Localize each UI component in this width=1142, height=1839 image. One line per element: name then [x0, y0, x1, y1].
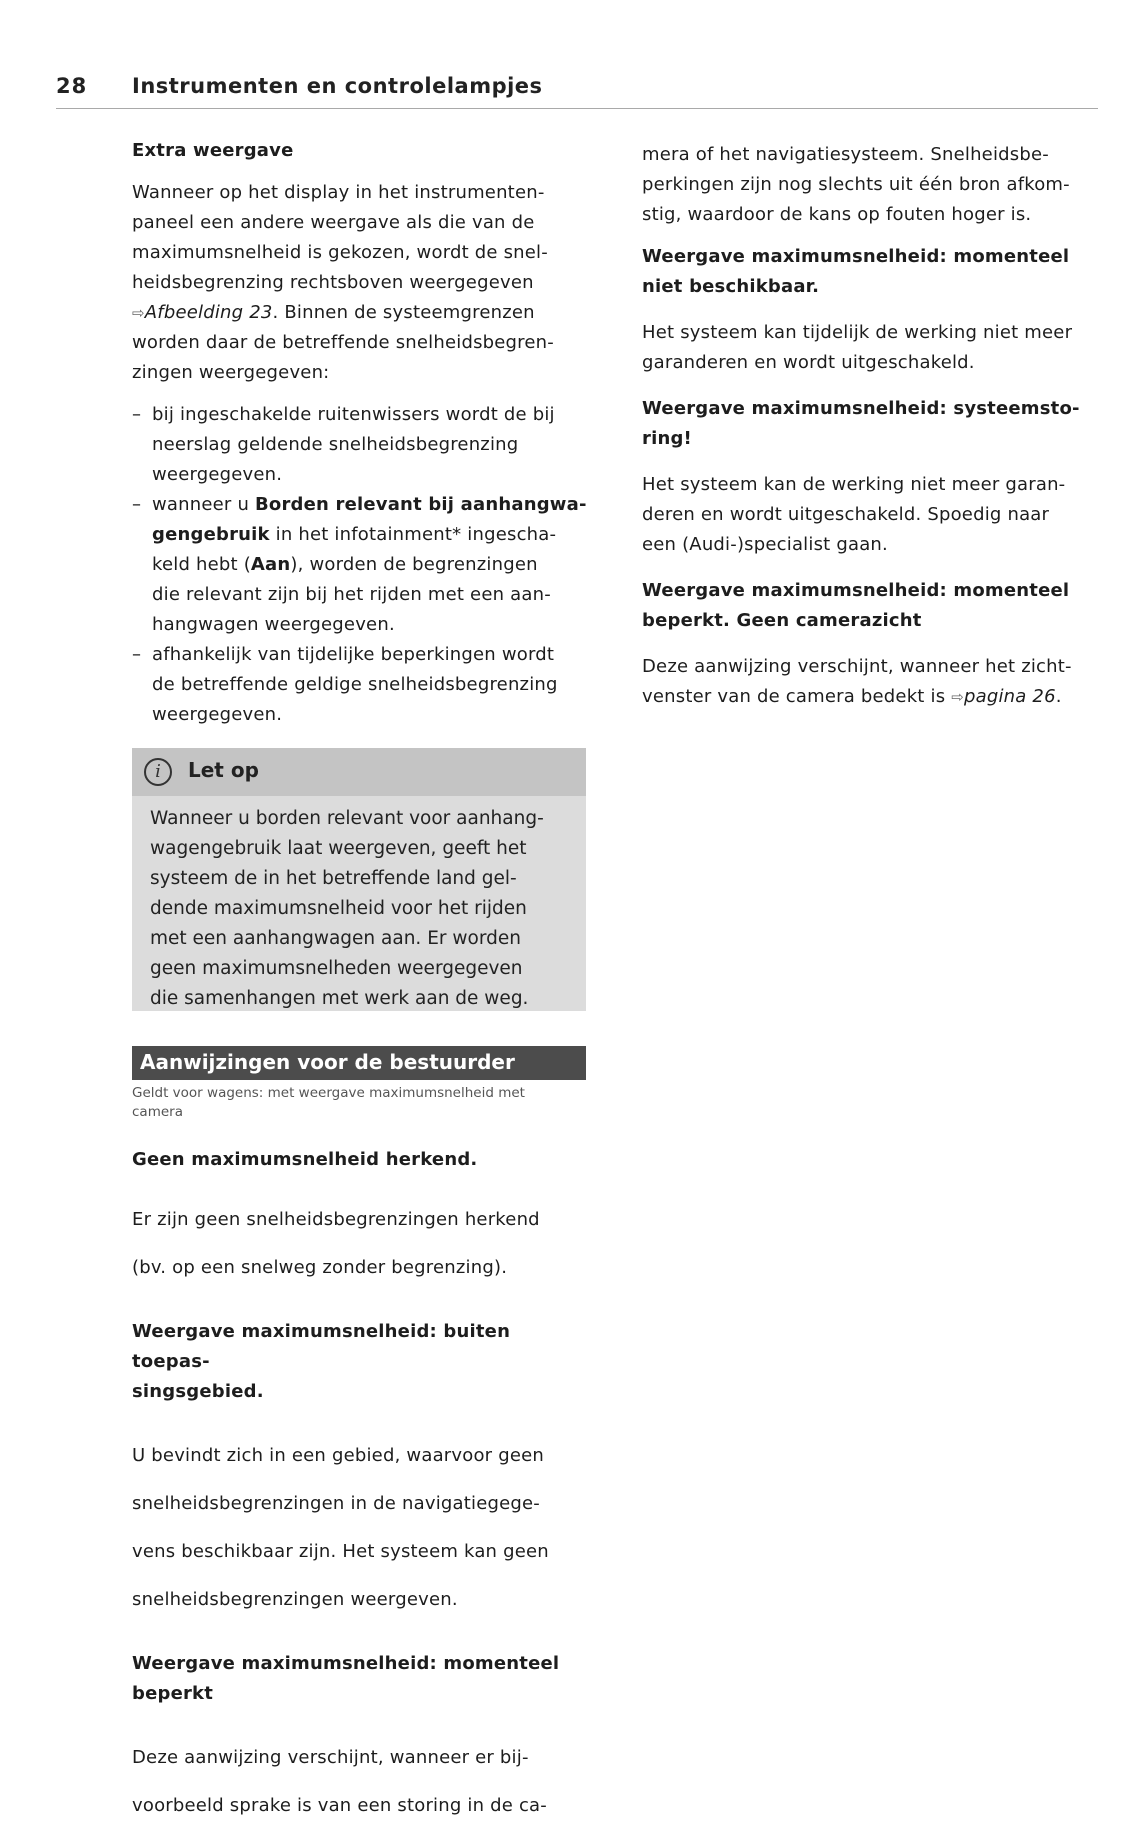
message-heading: Geen maximumsnelheid herkend.: [132, 1149, 478, 1170]
text-line: worden daar de betreffende snelheidsbegren-: [132, 332, 554, 353]
applies-to-note: [132, 1084, 592, 1122]
page-header: [56, 74, 1098, 109]
text-line: camera: [132, 1104, 183, 1120]
text-line: vens beschikbaar zijn. Het systeem kan geen: [132, 1541, 549, 1562]
text-fragment: venster van de camera bedekt is: [642, 686, 952, 707]
text-line: bij ingeschakelde ruitenwissers wordt de bij: [152, 404, 555, 425]
text-line: U bevindt zich in een gebied, waarvoor geen: [132, 1445, 544, 1466]
bullet-dash: –: [132, 404, 142, 425]
text-line: [152, 520, 592, 550]
text-line: met een aanhangwagen aan. Er worden: [150, 928, 521, 949]
message-heading: beperkt: [132, 1683, 214, 1704]
note-body: [150, 804, 570, 1014]
right-column: [642, 140, 1102, 712]
text-fragment: wanneer u: [152, 494, 255, 515]
section-heading-extra-weergave: Extra weergave: [132, 140, 294, 161]
text-line: de betreffende geldige snelheidsbegrenzing: [152, 674, 558, 695]
message-heading: singsgebied.: [132, 1381, 264, 1402]
section-banner: [132, 1046, 586, 1080]
text-line: deren en wordt uitgeschakeld. Spoedig naar: [642, 504, 1050, 525]
text-line: mera of het navigatiesysteem. Snelheidsbe-: [642, 144, 1049, 165]
text-line: die samenhangen met werk aan de weg.: [150, 988, 529, 1009]
text-line: stig, waardoor de kans op fouten hoger is.: [642, 204, 1032, 225]
bullet-list: [132, 400, 592, 730]
text-line: Er zijn geen snelheidsbegrenzingen herkend: [132, 1209, 540, 1230]
text-line: hangwagen weergegeven.: [152, 614, 395, 635]
text-fragment: .: [1055, 686, 1062, 707]
text-line: Wanneer u borden relevant voor aanhang-: [150, 808, 544, 829]
text-line: [152, 490, 592, 520]
text-line: paneel een andere weergave als die van de: [132, 212, 535, 233]
text-line: weergegeven.: [152, 704, 283, 725]
text-line: Deze aanwijzing verschijnt, wanneer er bij-: [132, 1747, 529, 1768]
message-heading: Weergave maximumsnelheid: buiten toepas-: [132, 1321, 511, 1372]
text-line: Deze aanwijzing verschijnt, wanneer het zicht-: [642, 656, 1072, 677]
setting-value: Aan: [250, 554, 291, 575]
text-fragment: . Binnen de systeemgrenzen: [272, 302, 535, 323]
reference-arrow-icon: ⇨: [951, 688, 964, 706]
text-line: [132, 298, 592, 328]
text-line: dende maximumsnelheid voor het rijden: [150, 898, 527, 919]
bullet-dash: –: [132, 644, 142, 665]
bullet-dash: –: [132, 494, 142, 515]
page-reference-link[interactable]: pagina 26: [963, 686, 1056, 707]
message-heading: beperkt. Geen camerazicht: [642, 610, 922, 631]
text-fragment: ), worden de begrenzingen: [290, 554, 538, 575]
text-line: Geldt voor wagens: met weergave maximumsnelheid met: [132, 1085, 525, 1101]
text-line: (bv. op een snelweg zonder begrenzing).: [132, 1257, 508, 1278]
text-line: Het systeem kan de werking niet meer garan-: [642, 474, 1066, 495]
text-line: afhankelijk van tijdelijke beperkingen wordt: [152, 644, 555, 665]
chapter-title: Instrumenten en controlelampjes: [132, 74, 543, 98]
text-line: perkingen zijn nog slechts uit één bron afkom-: [642, 174, 1070, 195]
text-line: Wanneer op het display in het instrumenten-: [132, 182, 545, 203]
note-header: [132, 748, 586, 796]
note-title: Let op: [188, 758, 259, 782]
text-line: neerslag geldende snelheidsbegrenzing: [152, 434, 519, 455]
message-heading: Weergave maximumsnelheid: momenteel: [642, 246, 1070, 267]
text-fragment: keld hebt (: [152, 554, 251, 575]
text-line: heidsbegrenzing rechtsboven weergegeven: [132, 272, 534, 293]
page-number: 28: [56, 74, 88, 98]
left-column: [132, 136, 592, 730]
setting-name: Borden relevant bij aanhangwa-: [254, 494, 587, 515]
list-item: [132, 640, 592, 730]
text-line: die relevant zijn bij het rijden met een aan-: [152, 584, 551, 605]
reference-arrow-icon: ⇨: [132, 304, 145, 322]
section-banner-title: Aanwijzingen voor de bestuurder: [140, 1050, 515, 1074]
note-box: [132, 748, 586, 1011]
list-item: [132, 400, 592, 490]
message-heading: ring!: [642, 428, 692, 449]
intro-paragraph: [132, 178, 592, 388]
message-heading: Weergave maximumsnelheid: systeemsto-: [642, 398, 1080, 419]
text-line: snelheidsbegrenzingen in de navigatiegege-: [132, 1493, 540, 1514]
text-line: zingen weergegeven:: [132, 362, 330, 383]
text-fragment: in het infotainment* ingescha-: [269, 524, 557, 545]
text-line: garanderen en wordt uitgeschakeld.: [642, 352, 975, 373]
text-line: weergegeven.: [152, 464, 283, 485]
text-line: [642, 682, 1102, 712]
message-heading: niet beschikbaar.: [642, 276, 820, 297]
text-line: voorbeeld sprake is van een storing in de ca-: [132, 1795, 547, 1816]
figure-reference-link[interactable]: Afbeelding 23: [144, 302, 273, 323]
message-heading: Weergave maximumsnelheid: momenteel: [132, 1653, 560, 1674]
text-line: systeem de in het betreffende land gel-: [150, 868, 517, 889]
message-heading: Weergave maximumsnelheid: momenteel: [642, 580, 1070, 601]
list-item: [132, 490, 592, 640]
info-icon: i: [144, 758, 172, 786]
text-line: wagengebruik laat weergeven, geeft het: [150, 838, 527, 859]
text-line: Het systeem kan tijdelijk de werking niet meer: [642, 322, 1073, 343]
text-line: snelheidsbegrenzingen weergeven.: [132, 1589, 458, 1610]
left-lower-column: [132, 1145, 592, 1839]
setting-name: gengebruik: [152, 524, 270, 545]
text-line: geen maximumsnelheden weergegeven: [150, 958, 523, 979]
text-line: [152, 550, 592, 580]
text-line: een (Audi-)specialist gaan.: [642, 534, 888, 555]
text-line: maximumsnelheid is gekozen, wordt de snel-: [132, 242, 548, 263]
